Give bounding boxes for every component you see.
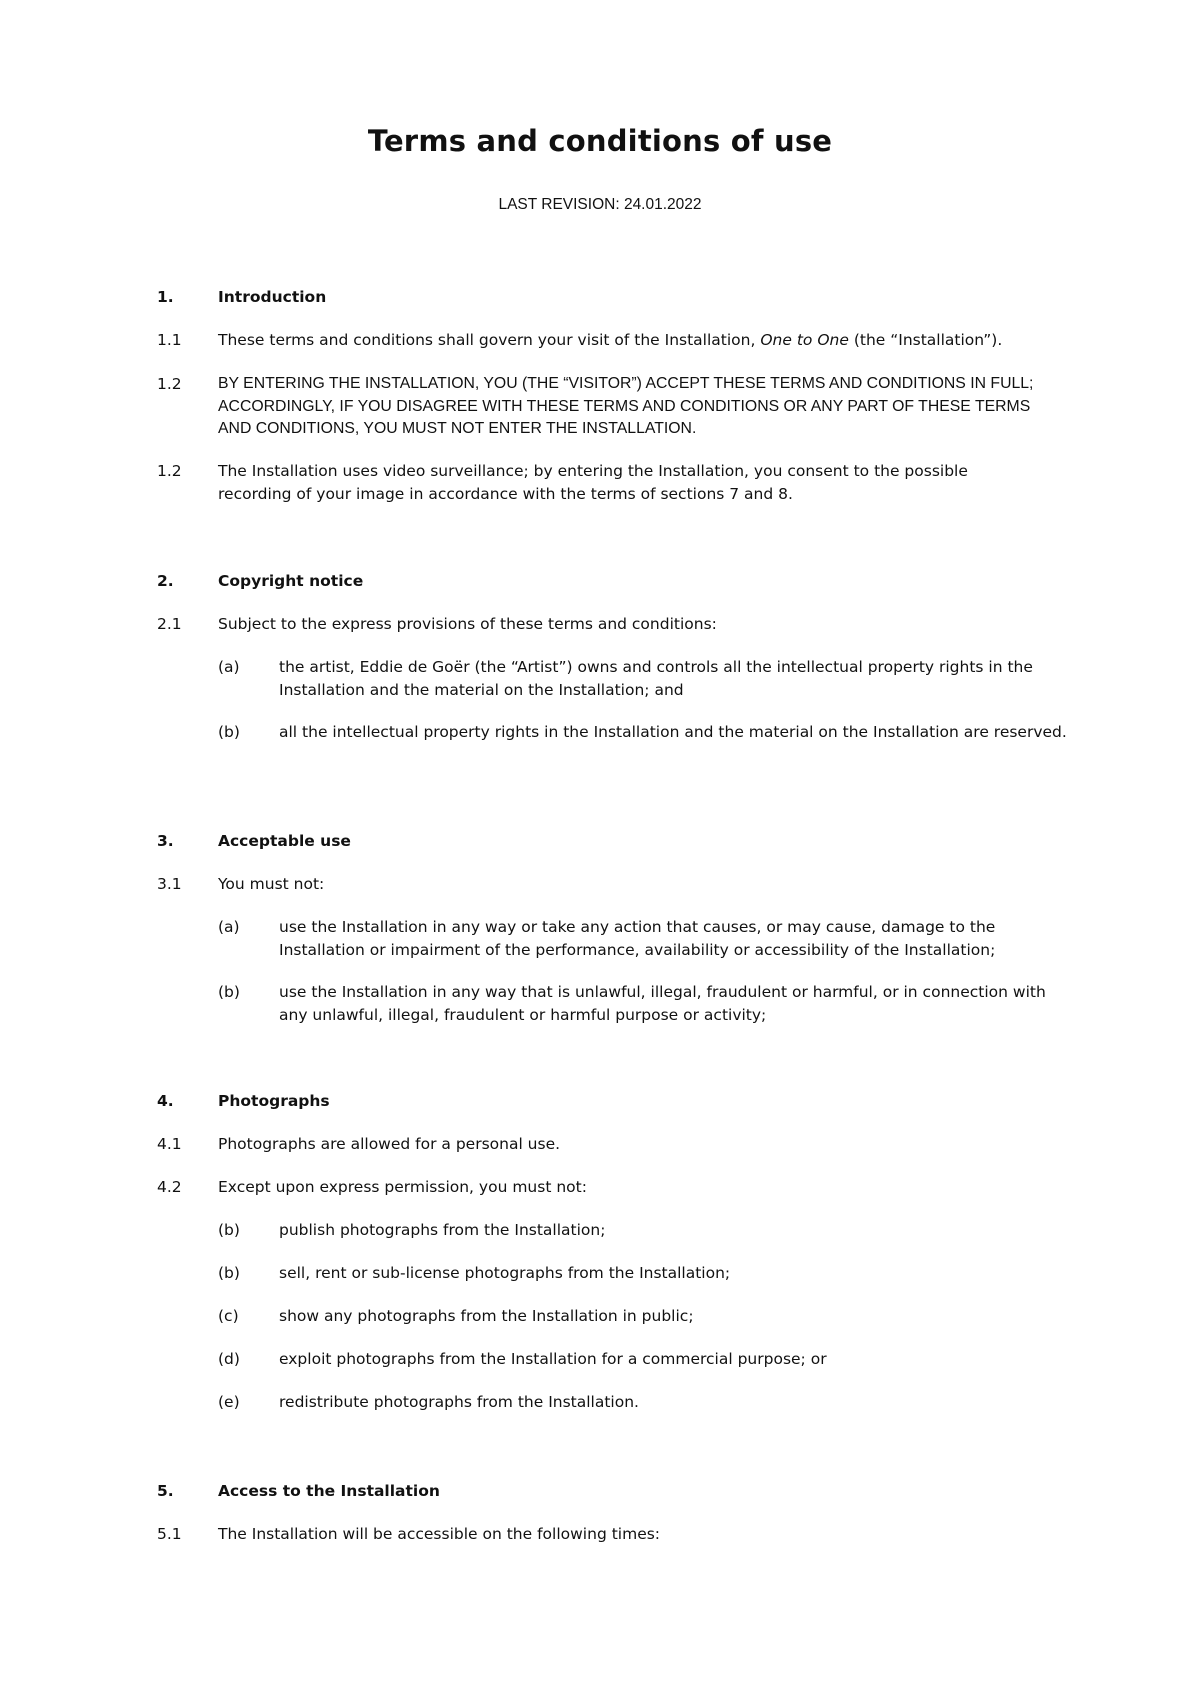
clause-3-1-b-label: (b) <box>218 983 240 1001</box>
section-2-number: 2. <box>157 572 174 590</box>
section-4-heading: Photographs <box>218 1092 330 1110</box>
list-item-text: publish photographs from the Installation; <box>279 1221 606 1239</box>
clause-2-1-a-label: (a) <box>218 658 240 676</box>
section-2-heading: Copyright notice <box>218 572 364 590</box>
clause-1-1-text <box>218 329 1048 352</box>
clause-5-1-text: The Installation will be accessible on the following times: <box>218 1525 661 1543</box>
clause-3-1-b-text: use the Installation in any way that is unlawful, illegal, fraudulent or harmful, or in connection with any unlawful, illegal, fraudulent or harmful purpose or activity; <box>279 983 1046 1024</box>
clause-4-2-number: 4.2 <box>157 1178 182 1196</box>
section-5-heading: Access to the Installation <box>218 1482 440 1500</box>
installation-name: One to One <box>760 331 849 349</box>
section-3-number: 3. <box>157 832 174 850</box>
list-item-label: (d) <box>218 1350 240 1368</box>
section-1-number: 1. <box>157 288 174 306</box>
section-5-number: 5. <box>157 1482 174 1500</box>
revision-date: LAST REVISION: 24.01.2022 <box>498 196 702 213</box>
list-item-text: sell, rent or sub-license photographs from the Installation; <box>279 1264 731 1282</box>
clause-2-1-number: 2.1 <box>157 615 182 633</box>
list-item-label: (b) <box>218 1264 240 1282</box>
clause-1-1-text-start: These terms and conditions shall govern your visit of the Installation, <box>218 331 761 349</box>
clause-1-3-number: 1.2 <box>157 462 182 480</box>
clause-1-2-text: BY ENTERING THE INSTALLATION, YOU (THE “VISITOR”) ACCEPT THESE TERMS AND CONDITIONS IN FULL; ACCORDINGLY, IF YOU DISAGREE WITH THESE TERMS AND CONDITIONS OR ANY PART OF THESE TERMS AND CONDITIONS, YOU MUST NOT ENTER THE INSTALLATION. <box>218 375 1034 437</box>
clause-4-1-text: Photographs are allowed for a personal use. <box>218 1135 561 1153</box>
clause-4-2-text: Except upon express permission, you must not: <box>218 1178 587 1196</box>
section-4-number: 4. <box>157 1092 174 1110</box>
clause-2-1-b-label: (b) <box>218 723 240 741</box>
clause-3-1-a-text: use the Installation in any way or take any action that causes, or may cause, damage to the Installation or impairment of the performance, availability or accessibility of the Installation; <box>279 918 996 959</box>
list-item-text: exploit photographs from the Installation for a commercial purpose; or <box>279 1350 827 1368</box>
section-1-heading: Introduction <box>218 288 327 306</box>
clause-4-1-number: 4.1 <box>157 1135 182 1153</box>
clause-1-2-number: 1.2 <box>157 375 182 393</box>
section-3-heading: Acceptable use <box>218 832 351 850</box>
clause-3-1-text: You must not: <box>218 875 325 893</box>
list-item-label: (e) <box>218 1393 240 1411</box>
clause-3-1-a-label: (a) <box>218 918 240 936</box>
clause-2-1-text: Subject to the express provisions of these terms and conditions: <box>218 615 717 633</box>
list-item-label: (c) <box>218 1307 239 1325</box>
clause-2-1-a-text: the artist, Eddie de Goër (the “Artist”) owns and controls all the intellectual property rights in the Installation and the material on the Installation; and <box>279 658 1033 699</box>
document-title: Terms and conditions of use <box>367 124 833 158</box>
list-item-label: (b) <box>218 1221 240 1239</box>
clause-3-1-number: 3.1 <box>157 875 182 893</box>
clause-1-3-text: The Installation uses video surveillance; by entering the Installation, you consent to the possible recording of your image in accordance with the terms of sections 7 and 8. <box>218 462 968 503</box>
list-item-text: redistribute photographs from the Installation. <box>279 1393 639 1411</box>
clause-2-1-b-text: all the intellectual property rights in the Installation and the material on the Installation are reserved. <box>279 723 1067 741</box>
clause-1-1-number: 1.1 <box>157 331 182 349</box>
clause-1-1-text-end: (the “Installation”). <box>848 331 1003 349</box>
clause-5-1-number: 5.1 <box>157 1525 182 1543</box>
list-item-text: show any photographs from the Installation in public; <box>279 1307 694 1325</box>
